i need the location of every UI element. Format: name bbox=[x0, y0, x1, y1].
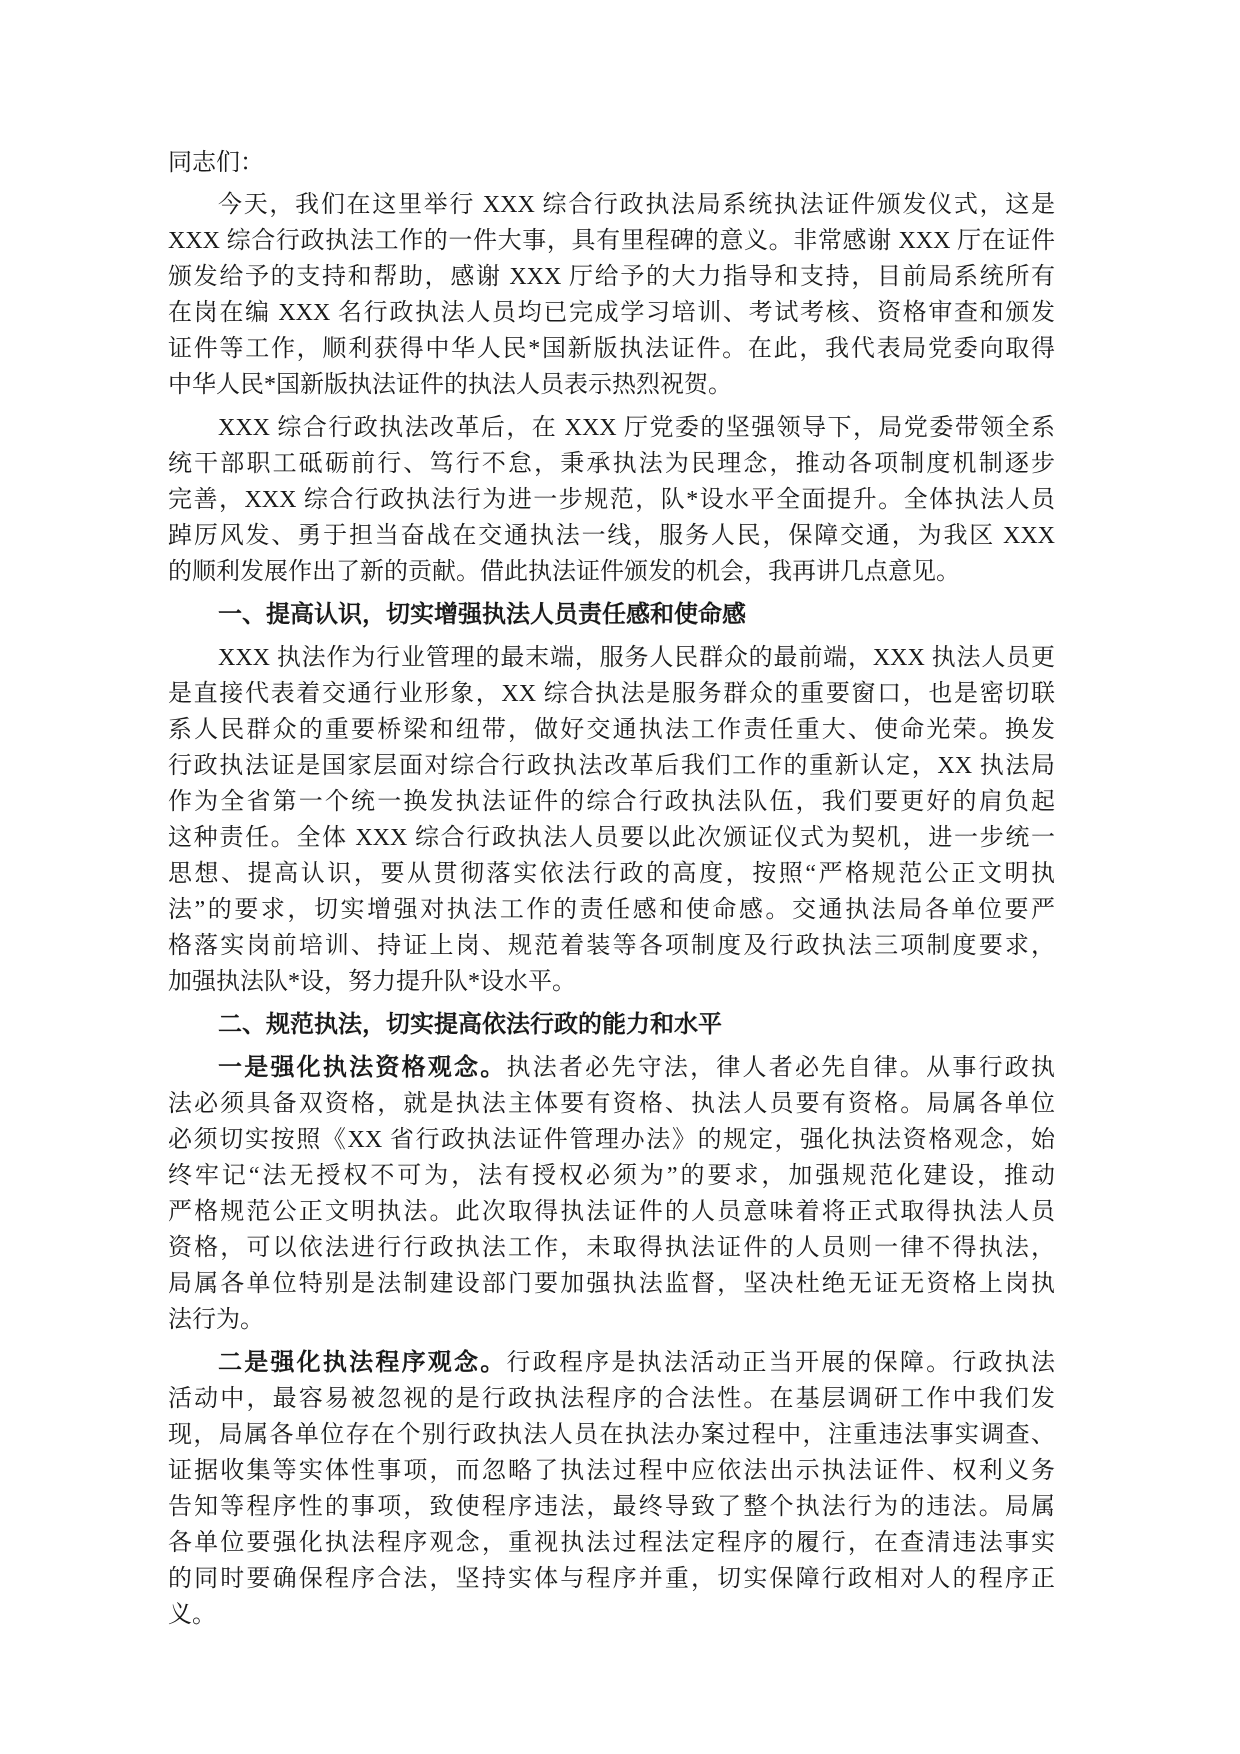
text-line: 今天，我们在这里举行 XXX 综合行政执法局系统执法证件颁发仪式，这是 bbox=[218, 192, 1055, 218]
document-body bbox=[168, 187, 1055, 1633]
text-line: 二、规范执法，切实提高依法行政的能力和水平 bbox=[218, 1012, 722, 1038]
text-line bbox=[168, 1050, 1055, 1086]
line-text: 行政程序是执法活动正当开展的保障。行政执法 bbox=[506, 1350, 1055, 1376]
text-line: 局属各单位特别是法制建设部门要加强执法监督，坚决杜绝无证无资格上岗执 bbox=[168, 1271, 1055, 1297]
paragraph bbox=[168, 1050, 1055, 1338]
text-line: XXX 综合行政执法工作的一件大事，具有里程碑的意义。非常感谢 XXX 厅在证件 bbox=[168, 228, 1055, 254]
text-line: XXX 综合行政执法改革后，在 XXX 厅党委的坚强领导下，局党委带领全系 bbox=[218, 415, 1055, 441]
text-line: 法”的要求，切实增强对执法工作的责任感和使命感。交通执法局各单位要严 bbox=[168, 897, 1055, 923]
document-page bbox=[168, 145, 1055, 1640]
lead-phrase: 二是强化执法程序观念。 bbox=[218, 1350, 507, 1376]
text-line: 法行为。 bbox=[168, 1307, 264, 1333]
text-line: 的同时要确保程序合法，坚持实体与程序并重，切实保障行政相对人的程序正 bbox=[168, 1566, 1055, 1592]
section-heading bbox=[168, 597, 1055, 633]
text-line: 现，局属各单位存在个别行政执法人员在执法办案过程中，注重违法事实调查、 bbox=[168, 1422, 1055, 1448]
paragraph bbox=[168, 1345, 1055, 1633]
text-line: 颁发给予的支持和帮助，感谢 XXX 厅给予的大力指导和支持，目前局系统所有 bbox=[168, 264, 1055, 290]
salutation bbox=[168, 145, 1055, 181]
text-line: 的顺利发展作出了新的贡献。借此执法证件颁发的机会，我再讲几点意见。 bbox=[168, 559, 960, 585]
text-line: 严格规范公正文明执法。此次取得执法证件的人员意味着将正式取得执法人员 bbox=[168, 1199, 1055, 1225]
text-line: 完善，XXX 综合行政执法行为进一步规范，队*设水平全面提升。全体执法人员 bbox=[168, 487, 1055, 513]
text-line: 各单位要强化执法程序观念，重视执法过程法定程序的履行，在查清违法事实 bbox=[168, 1530, 1055, 1556]
text-line: 是直接代表着交通行业形象，XX 综合执法是服务群众的重要窗口，也是密切联 bbox=[168, 681, 1055, 707]
text-line: 一、提高认识，切实增强执法人员责任感和使命感 bbox=[218, 602, 746, 628]
text-line: XXX 执法作为行业管理的最末端，服务人民群众的最前端，XXX 执法人员更 bbox=[218, 645, 1055, 671]
salutation-text: 同志们： bbox=[168, 150, 264, 176]
text-line: 资格，可以依法进行行政执法工作，未取得执法证件的人员则一律不得执法， bbox=[168, 1235, 1055, 1261]
text-line: 系人民群众的重要桥梁和纽带，做好交通执法工作责任重大、使命光荣。换发 bbox=[168, 717, 1055, 743]
lead-phrase: 一是强化执法资格观念。 bbox=[218, 1055, 507, 1081]
text-line: 终牢记“法无授权不可为，法有授权必须为”的要求，加强规范化建设，推动 bbox=[168, 1163, 1055, 1189]
paragraph bbox=[168, 187, 1055, 403]
text-line: 证据收集等实体性事项，而忽略了执法过程中应依法出示执法证件、权利义务 bbox=[168, 1458, 1055, 1484]
text-line: 在岗在编 XXX 名行政执法人员均已完成学习培训、考试考核、资格审查和颁发 bbox=[168, 300, 1055, 326]
text-line: 这种责任。全体 XXX 综合行政执法人员要以此次颁证仪式为契机，进一步统一 bbox=[168, 825, 1055, 851]
text-line: 义。 bbox=[168, 1602, 216, 1628]
text-line: 行政执法证是国家层面对综合行政执法改革后我们工作的重新认定，XX 执法局 bbox=[168, 753, 1055, 779]
line-text: 执法者必先守法，律人者必先自律。从事行政执 bbox=[506, 1055, 1055, 1081]
text-line: 作为全省第一个统一换发执法证件的综合行政执法队伍，我们要更好的肩负起 bbox=[168, 789, 1055, 815]
text-line: 加强执法队*设，努力提升队*设水平。 bbox=[168, 969, 576, 995]
text-line: 必须切实按照《XX 省行政执法证件管理办法》的规定，强化执法资格观念，始 bbox=[168, 1127, 1055, 1153]
text-line: 证件等工作，顺利获得中华人民*国新版执法证件。在此，我代表局党委向取得 bbox=[168, 336, 1055, 362]
text-line bbox=[168, 1345, 1055, 1381]
text-line: 告知等程序性的事项，致使程序违法，最终导致了整个执法行为的违法。局属 bbox=[168, 1494, 1055, 1520]
paragraph bbox=[168, 410, 1055, 590]
paragraph bbox=[168, 640, 1055, 1000]
text-line: 活动中，最容易被忽视的是行政执法程序的合法性。在基层调研工作中我们发 bbox=[168, 1386, 1055, 1412]
text-line: 踔厉风发、勇于担当奋战在交通执法一线，服务人民，保障交通，为我区 XXX bbox=[168, 523, 1055, 549]
text-line: 中华人民*国新版执法证件的执法人员表示热烈祝贺。 bbox=[168, 372, 732, 398]
text-line: 格落实岗前培训、持证上岗、规范着装等各项制度及行政执法三项制度要求， bbox=[168, 933, 1055, 959]
text-line: 思想、提高认识，要从贯彻落实依法行政的高度，按照“严格规范公正文明执 bbox=[168, 861, 1055, 887]
text-line: 法必须具备双资格，就是执法主体要有资格、执法人员要有资格。局属各单位 bbox=[168, 1091, 1055, 1117]
text-line: 统干部职工砥砺前行、笃行不怠，秉承执法为民理念，推动各项制度机制逐步 bbox=[168, 451, 1055, 477]
section-heading bbox=[168, 1007, 1055, 1043]
